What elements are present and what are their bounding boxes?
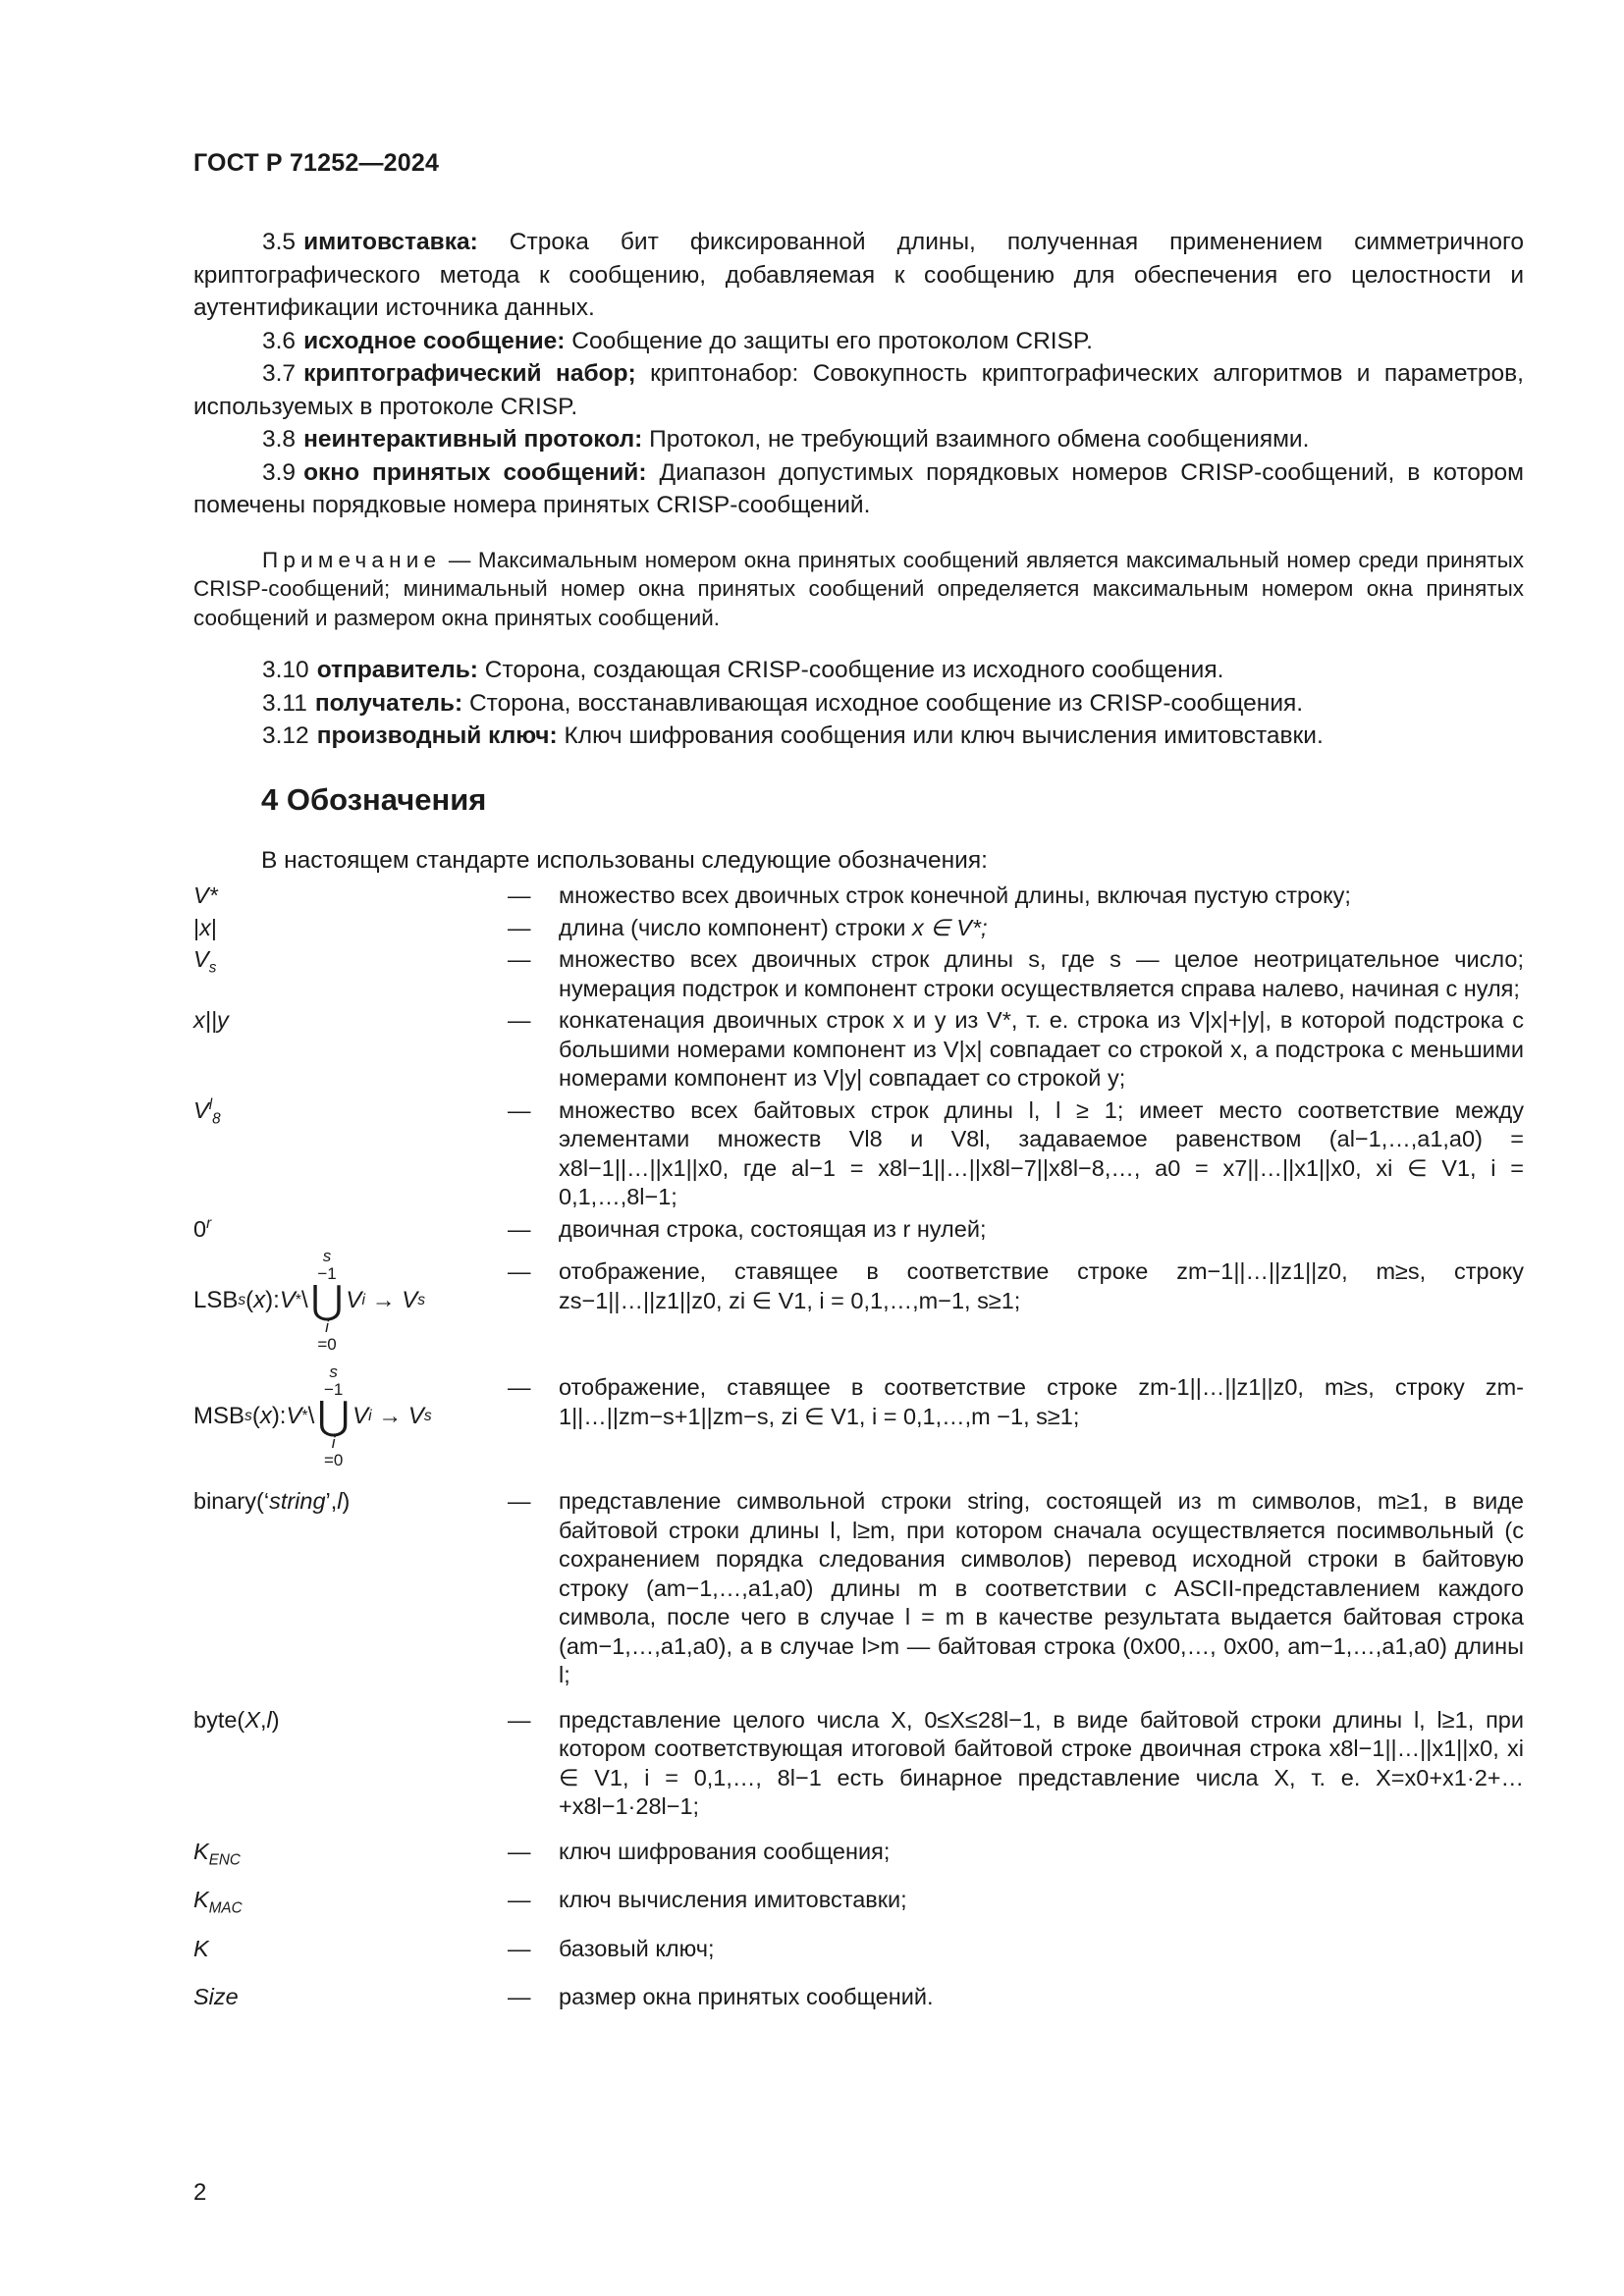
symbol-row-len: |x| — длина (число компонент) строки x ∈ V*; [193, 914, 1524, 943]
union-operator: s −1 ⋃ i =0 [310, 1247, 344, 1354]
term-3-10: 3.10 отправитель: Сторона, создающая CRISP-сообщение из исходного сообщения. [262, 657, 1224, 683]
symbol-byte: byte(X,l) [193, 1706, 280, 1733]
msb-formula: MSB s ( x ): V * \ s −1 ⋃ i =0 V i → V s [193, 1362, 432, 1469]
symbol-row-kenc: $K_{ENC}$ — ключ шифрования сообщения; [193, 1838, 891, 1869]
symbol-vs: $V_s$ [193, 946, 217, 977]
lsb-formula: LSB s ( x ): V * \ s −1 ⋃ i =0 V i → V s [193, 1247, 426, 1354]
symbol-row-binary: binary(‘string’,l) — представление символьной строки string, состоящей из m символов, m≥1, в виде байтовой строки длины l, l≥m, при котором сначала осуществляется посимвольный (с сохранением порядка следования символов) перевод исходной строки в байтовую строку (am−1,…,a1,a0) длины m в соответствии с ASCII-представлением каждого символа, после чего в случае l = m в качестве результата выдается байтовая строка (am−1,…,a1,a0), а в случае l>m — байтовая строка (0x00,…, 0x00, am−1,…,a1,a0) длины l; [193, 1488, 1524, 1687]
symbol-msb [193, 1362, 508, 1469]
symbol-k: K [193, 1935, 209, 1961]
symbol-row-vstar: V* — множество всех двоичных строк конечной длины, включая пустую строку; [193, 881, 1524, 911]
term-3-9: 3.9 окно принятых сообщений: Диапазон допустимых порядковых номеров CRISP-сообщений, в котором помечены порядковые номера принятых CRISP-сообщений. [193, 458, 1525, 518]
note: Примечание — Максимальным номером окна принятых сообщений является максимальный номер среди принятых CRISP-сообщений; минимальный номер окна принятых сообщений определяется максимальным номером окна принятых сообщений и размером окна принятых сообщений. [193, 547, 1524, 630]
symbol-kenc: $K_{ENC}$ [193, 1838, 241, 1869]
symbol-row-vl8: $V^l_8$ — множество всех байтовых строк длины l, l ≥ 1; имеет место соответствие между элементами множеств Vl8 и V8l, задаваемое равенством (al−1,…,a1,a0) = x8l−1||…||x1||x0, где al−1 = x8l−1||…||x8l−7||x8l−8,…, a0 = x7||…||x1||x0, xi ∈ V1, i = 0,1,…,8l−1; [193, 1095, 1524, 1209]
term-3-8: 3.8 неинтерактивный протокол: Протокол, не требующий взаимного обмена сообщениями. [262, 426, 1310, 453]
symbol-row-kmac: $K_{MAC}$ — ключ вычисления имитовставки; [193, 1887, 907, 1917]
symbols-list [193, 881, 1524, 2012]
symbol-zeros: 0$^r$ [193, 1214, 212, 1242]
term-3-11: 3.11 получатель: Сторона, восстанавливающая исходное сообщение из CRISP-сообщения. [262, 689, 1304, 717]
symbol-vstar: V* [193, 882, 218, 908]
section-intro: В настоящем стандарте использованы следующие обозначения: [261, 847, 988, 874]
symbol-vl8: $V^l_8$ [193, 1095, 221, 1128]
symbol-row-k: K — базовый ключ; [193, 1935, 1524, 1964]
union-operator: s −1 ⋃ i =0 [317, 1362, 351, 1469]
symbol-row-msb: MSB s ( x ): V * \ s −1 ⋃ i =0 V i → V s — отображение, ставящее в соответствие строке zm-1||…||z1||z0, m≥s, строку zm-1||…||zm−s+1||zm−s, zi ∈ V1, i = 0,1,…,m −1, s≥1; [193, 1362, 1524, 1469]
section-title: 4 Обозначения [261, 782, 487, 817]
symbol-row-size: Size — размер окна принятых сообщений. [193, 1983, 1524, 2012]
page-number: 2 [193, 2179, 207, 2206]
symbol-size: Size [193, 1984, 239, 2009]
term-3-6: 3.6 исходное сообщение: Сообщение до защиты его протоколом CRISP. [262, 327, 1093, 354]
term-3-12: 3.12 производный ключ: Ключ шифрования сообщения или ключ вычисления имитовставки. [262, 722, 1324, 749]
symbol-kmac: $K_{MAC}$ [193, 1887, 243, 1917]
symbol-row-concat: x||y — конкатенация двоичных строк x и y из V*, т. е. строка из V|x|+|y|, в которой подстрока с большими номерами компонент из V|x| совпадает со строкой x, а подстрока с меньшими номерами компонент из V|y| совпадает со строкой y; [193, 1007, 1524, 1091]
symbol-binary: binary(‘string’,l) [193, 1488, 351, 1514]
term-3-5: 3.5 имитовставка: Строка бит фиксированной длины, полученная применением симметричного криптографического метода к сообщению, добавляемая к сообщению для обеспечения его целостности и аутентификации источника данных. [193, 229, 1524, 321]
symbol-len: |x| [193, 914, 217, 940]
term-3-7: 3.7 криптографический набор; криптонабор: Совокупность криптографических алгоритмов и параметров, используемых в протоколе CRISP. [193, 360, 1524, 420]
terms-block [193, 226, 1524, 753]
symbol-row-lsb: LSB s ( x ): V * \ s −1 ⋃ i =0 V i → V s — отображение, ставящее в соответствие строке zm−1||…||z1||z0, m≥s, строку zs−1||…||z1||z0, zi ∈ V1, i = 0,1,…,m−1, s≥1; [193, 1247, 1524, 1354]
symbol-row-byte: byte(X,l) — представление целого числа X, 0≤X≤28l−1, в виде байтовой строки длины l, l≥1, при котором соответствующая итоговой байтовой строке двоичная строка x8l−1||…||x1||x0, xi ∈ V1, i = 0,1,…, 8l−1 есть бинарное представление числа X, т. е. X=x0+x1·2+…+x8l−1·28l−1; [193, 1706, 1524, 1819]
symbol-lsb [193, 1247, 508, 1354]
symbol-row-zeros: 0$^r$ — двоичная строка, состоящая из r нулей; [193, 1215, 1524, 1245]
standard-header: ГОСТ Р 71252—2024 [193, 149, 440, 177]
symbol-row-vs: $V_s$ — множество всех двоичных строк длины s, где s — целое неотрицательное число; нумерация подстрок и компонент строки осуществляется справа налево, начиная с нуля; [193, 946, 1524, 1001]
symbol-concat: x||y [193, 1007, 229, 1033]
